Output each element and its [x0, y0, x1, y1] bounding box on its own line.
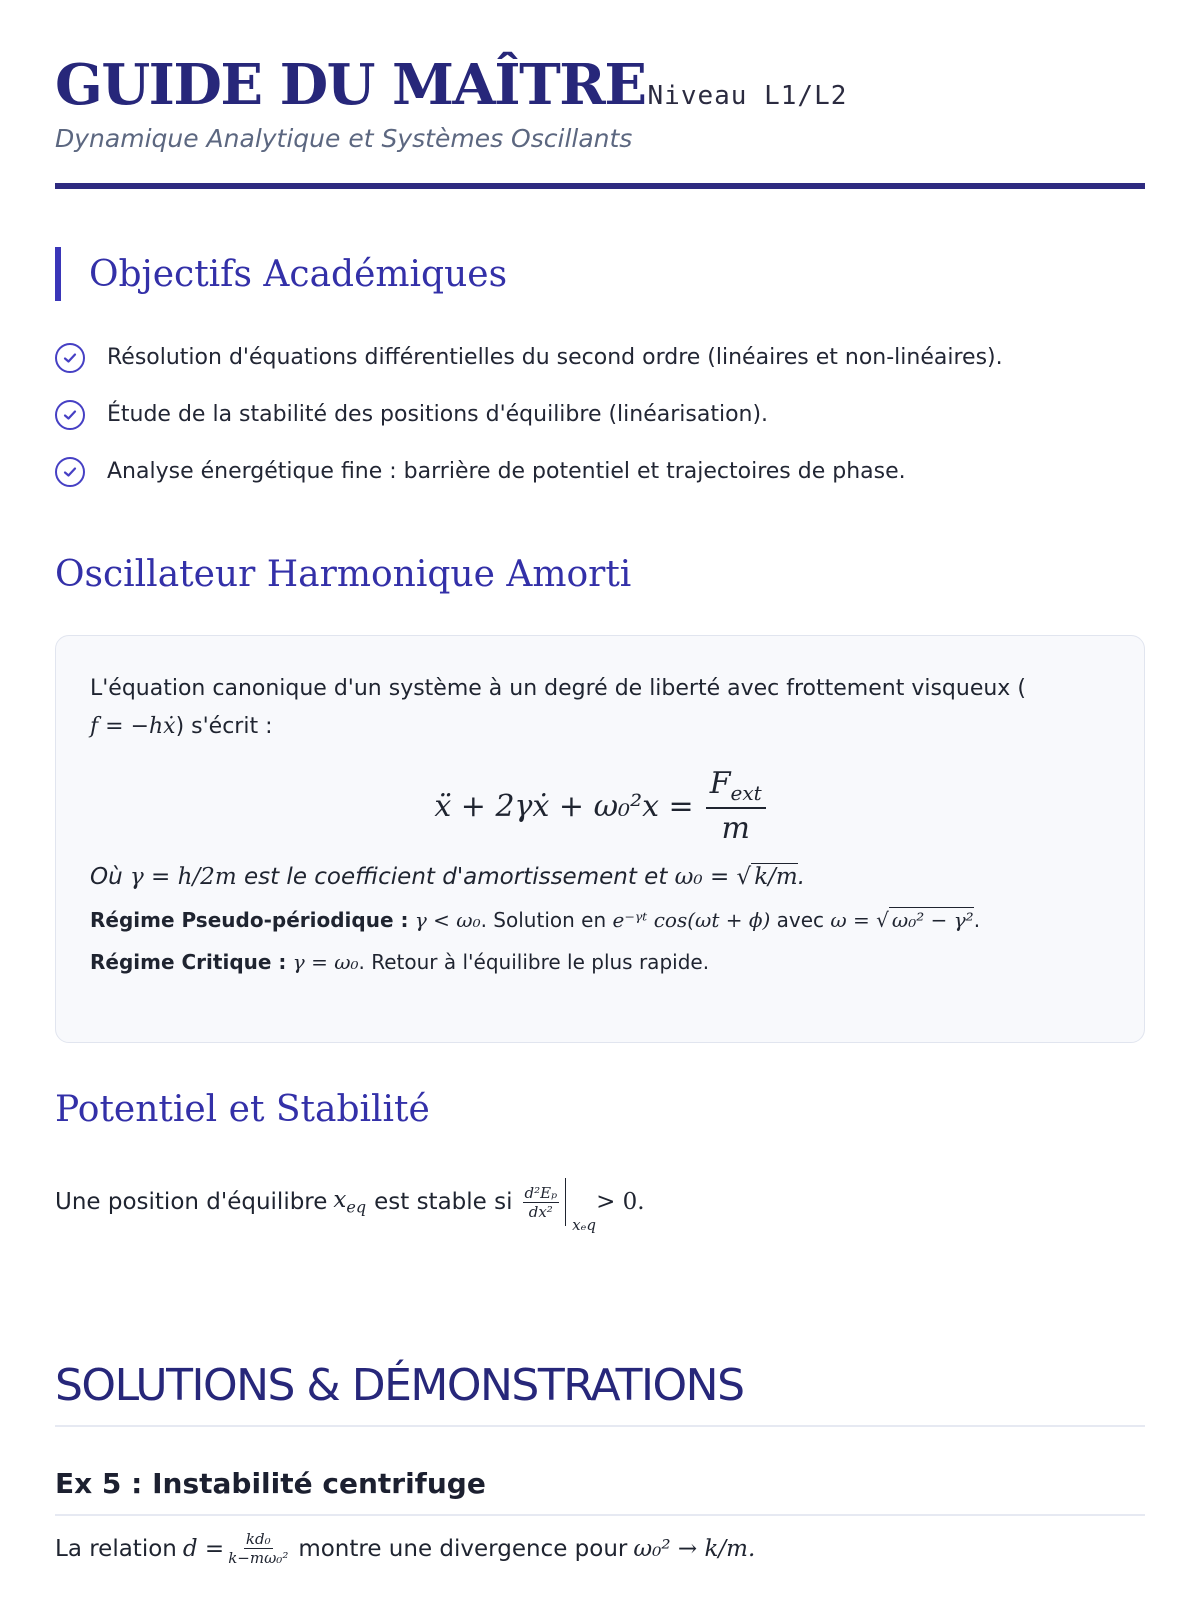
title-row	[55, 52, 1145, 118]
force-subscript: ext	[730, 781, 762, 805]
regime1-sqrt: ω₀² − γ²	[889, 907, 974, 932]
page-title: GUIDE DU MAÎTRE	[55, 52, 646, 118]
header	[55, 0, 1145, 189]
evaluation-point: xₑq	[572, 1216, 596, 1234]
regime-critical	[90, 950, 1110, 974]
exercise-5-title: Ex 5 : Instabilité centrifuge	[55, 1467, 486, 1500]
regime1-end: .	[973, 908, 981, 932]
regime1-text: . Solution en	[480, 908, 613, 932]
xeq-symbol	[333, 1187, 366, 1217]
stability-condition	[55, 1178, 1145, 1234]
solutions-divider	[55, 1425, 1145, 1427]
level-label: Niveau L1/L2	[647, 81, 848, 111]
regime-pseudo-periodic: Régime Pseudo-périodique : γ < ω₀. Solution en e⁻ᵞᵗ cos(ωt + ϕ) avec ω = √ ω₀² − γ².	[90, 908, 981, 932]
list-item	[55, 386, 1145, 443]
list-item	[55, 329, 1145, 386]
canonical-equation	[90, 766, 1110, 846]
def-text-a: Où	[90, 864, 130, 890]
objectives-heading-block	[55, 247, 1145, 301]
objective-text: Étude de la stabilité des positions d'équilibre (linéarisation).	[107, 402, 769, 427]
exercise-divider	[55, 1514, 1145, 1516]
xeq-subscript: eq	[346, 1197, 367, 1217]
fraction-numerator	[706, 766, 766, 809]
check-circle-icon	[55, 343, 85, 373]
second-derivative-fraction	[523, 1184, 560, 1221]
objective-text: Résolution d'équations différentielles du second ordre (linéaires et non-linéaires).	[107, 345, 1003, 370]
derivative-numerator: d²Eₚ	[524, 1183, 558, 1202]
regime2-condition: γ = ω₀	[292, 950, 359, 974]
oscillator-section	[55, 554, 1145, 1043]
equation-lhs: ẍ + 2γẋ + ω₀²x =	[434, 788, 694, 824]
exercise-5-text	[55, 1530, 1145, 1567]
ex5-d-formula: d =	[182, 1535, 225, 1562]
solutions-title: SOLUTIONS & DÉMONSTRATIONS	[55, 1360, 744, 1411]
ex5-numerator: kd₀	[245, 1530, 271, 1548]
oscillator-box	[55, 635, 1145, 1043]
page-subtitle: Dynamique Analytique et Systèmes Oscillants	[55, 124, 633, 153]
def-end: .	[797, 864, 805, 890]
omega-sqrt: k/m	[751, 863, 798, 890]
objectives-title: Objectifs Académiques	[89, 253, 508, 295]
oscillator-intro	[90, 670, 1110, 746]
oscillator-title: Oscillateur Harmonique Amorti	[55, 554, 632, 595]
def-text-b: est le coefficient d'amortissement et	[236, 864, 675, 890]
derivative-denominator: dx²	[528, 1202, 553, 1221]
regime2-text: . Retour à l'équilibre le plus rapide.	[358, 950, 710, 974]
regime1-label: Régime Pseudo-périodique :	[90, 908, 409, 932]
ex5-text-a: La relation	[55, 1535, 177, 1562]
stability-text-b: est stable si	[374, 1189, 513, 1215]
header-divider	[55, 183, 1145, 189]
ex5-fraction	[228, 1530, 288, 1567]
check-circle-icon	[55, 400, 85, 430]
force-symbol: F	[709, 766, 731, 801]
ex5-text-b: montre une divergence pour	[298, 1535, 628, 1562]
intro-text-b: ) s'écrit :	[175, 714, 273, 739]
coefficient-definition: Où γ = h/2m est le coefficient d'amortissement et ω₀ = √ k/m.	[90, 864, 805, 890]
equation-fraction	[706, 766, 766, 846]
regime1-condition: γ < ω₀	[414, 908, 481, 932]
regime1-avec: avec	[770, 908, 831, 932]
ex5-limit: ω₀² → k/m.	[633, 1535, 756, 1562]
objectives-list	[55, 329, 1145, 500]
gamma-formula: γ = h/2m	[130, 864, 237, 890]
omega-formula: ω₀ =	[674, 864, 737, 890]
regime2-label: Régime Critique :	[90, 950, 287, 974]
list-item	[55, 443, 1145, 500]
xeq-base: x	[333, 1187, 347, 1214]
evaluation-bar	[565, 1178, 596, 1234]
stability-inequality: > 0.	[596, 1189, 645, 1215]
ex5-denominator: k−mω₀²	[228, 1549, 289, 1567]
regime1-solution: e⁻ᵞᵗ cos(ωt + ϕ)	[612, 908, 771, 932]
intro-text-a: L'équation canonique d'un système à un degré de liberté avec frottement visqueux (	[90, 676, 1026, 701]
potential-section	[55, 1089, 1145, 1234]
regime1-omega: ω =	[830, 908, 877, 932]
check-circle-icon	[55, 457, 85, 487]
objective-text: Analyse énergétique fine : barrière de potentiel et trajectoires de phase.	[107, 459, 906, 484]
stability-text-a: Une position d'équilibre	[55, 1189, 328, 1215]
fraction-denominator: m	[721, 811, 750, 846]
friction-formula: f = −hẋ	[90, 714, 176, 739]
potential-title: Potentiel et Stabilité	[55, 1089, 430, 1130]
